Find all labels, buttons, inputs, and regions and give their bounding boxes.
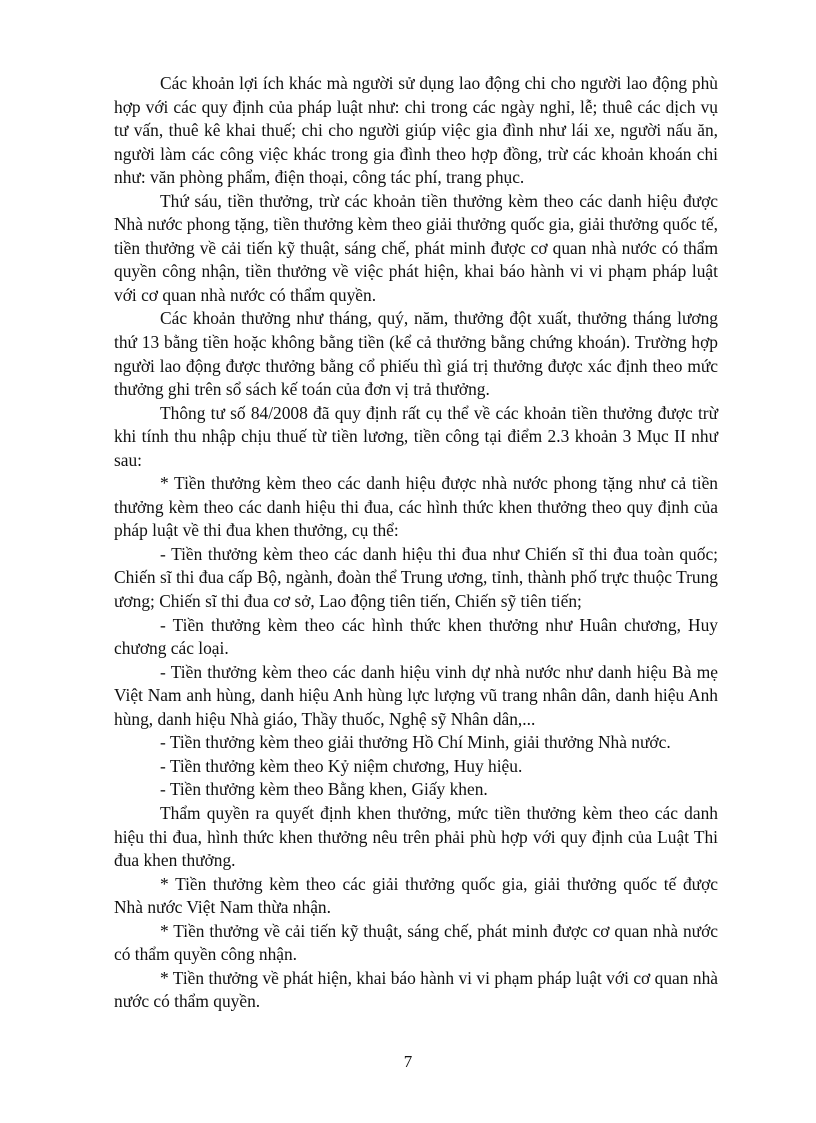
- list-item-honorary-titles: - Tiền thưởng kèm theo các danh hiệu vinh dự nhà nước như danh hiệu Bà mẹ Việt Nam anh hùng, danh hiệu Anh hùng lực lượng vũ trang nhân dân, danh hiệu Anh hùng, danh hiệu Nhà giáo, Thầy thuốc, Nghệ sỹ Nhân dân,...: [114, 661, 718, 729]
- list-item-ho-chi-minh-prize: - Tiền thưởng kèm theo giải thưởng Hồ Chí Minh, giải thưởng Nhà nước.: [160, 732, 671, 753]
- page-number: 7: [403, 1052, 413, 1071]
- paragraph-state-titles: * Tiền thưởng kèm theo các danh hiệu được nhà nước phong tặng như cả tiền thưởng kèm theo các danh hiệu thi đua, các hình thức khen thưởng theo quy định của pháp luật về thi đua khen thưởng, cụ thể:: [114, 473, 718, 541]
- paragraph-technical-improvements: * Tiền thưởng về cải tiến kỹ thuật, sáng chế, phát minh được cơ quan nhà nước có thẩm quyền công nhận.: [114, 920, 718, 965]
- list-item-orders-medals: - Tiền thưởng kèm theo các hình thức khen thưởng như Huân chương, Huy chương các loại.: [114, 614, 718, 659]
- paragraph-violation-reporting: * Tiền thưởng về phát hiện, khai báo hành vi vi phạm pháp luật với cơ quan nhà nước có thẩm quyền.: [114, 967, 718, 1012]
- paragraph-circular-84: Thông tư số 84/2008 đã quy định rất cụ thể về các khoản tiền thưởng được trừ khi tính thu nhập chịu thuế từ tiền lương, tiền công tại điểm 2.3 khoản 3 Mục II như sau:: [114, 402, 718, 470]
- paragraph-other-benefits: Các khoản lợi ích khác mà người sử dụng lao động chi cho người lao động phù hợp với các quy định của pháp luật như: chi trong các ngày nghỉ, lễ; thuê các dịch vụ tư vấn, thuê kê khai thuế; chi cho người giúp việc gia đình như lái xe, người nấu ăn, người làm các công việc khác trong gia đình theo hợp đồng, trừ các khoản khoán chi như: văn phòng phẩm, điện thoại, công tác phí, trang phục.: [114, 73, 718, 188]
- body-text: [114, 72, 718, 1014]
- list-item-commemorative-medal: - Tiền thưởng kèm theo Kỷ niệm chương, Huy hiệu.: [160, 755, 523, 776]
- paragraph-authority: Thẩm quyền ra quyết định khen thưởng, mức tiền thưởng kèm theo các danh hiệu thi đua, hình thức khen thưởng nêu trên phải phù hợp với quy định của Luật Thi đua khen thưởng.: [114, 802, 718, 871]
- list-item-certificates: - Tiền thưởng kèm theo Bằng khen, Giấy khen.: [160, 779, 488, 800]
- paragraph-national-prizes: * Tiền thưởng kèm theo các giải thưởng quốc gia, giải thưởng quốc tế được Nhà nước Việt Nam thừa nhận.: [114, 873, 718, 918]
- paragraph-bonus-types: Các khoản thưởng như tháng, quý, năm, thưởng đột xuất, thưởng tháng lương thứ 13 bằng tiền hoặc không bằng tiền (kể cả thưởng bằng chứng khoán). Trường hợp người lao động được thưởng bằng cổ phiếu thì giá trị thưởng được xác định theo mức thưởng ghi trên sổ sách kế toán của đơn vị trả thưởng.: [114, 308, 718, 400]
- list-item-emulation-titles: - Tiền thưởng kèm theo các danh hiệu thi đua như Chiến sĩ thi đua toàn quốc; Chiến sĩ thi đua cấp Bộ, ngành, đoàn thể Trung ương, tỉnh, thành phố trực thuộc Trung ương; Chiến sĩ thi đua cơ sở, Lao động tiên tiến, Chiến sỹ tiên tiến;: [114, 543, 718, 612]
- paragraph-sixth-bonus: Thứ sáu, tiền thưởng, trừ các khoản tiền thưởng kèm theo các danh hiệu được Nhà nước phong tặng, tiền thưởng kèm theo giải thưởng quốc gia, giải thưởng quốc tế, tiền thưởng về cải tiến kỹ thuật, sáng chế, phát minh được cơ quan nhà nước có thẩm quyền công nhận, tiền thưởng về việc phát hiện, khai báo hành vi vi phạm pháp luật với cơ quan nhà nước có thẩm quyền.: [114, 190, 718, 305]
